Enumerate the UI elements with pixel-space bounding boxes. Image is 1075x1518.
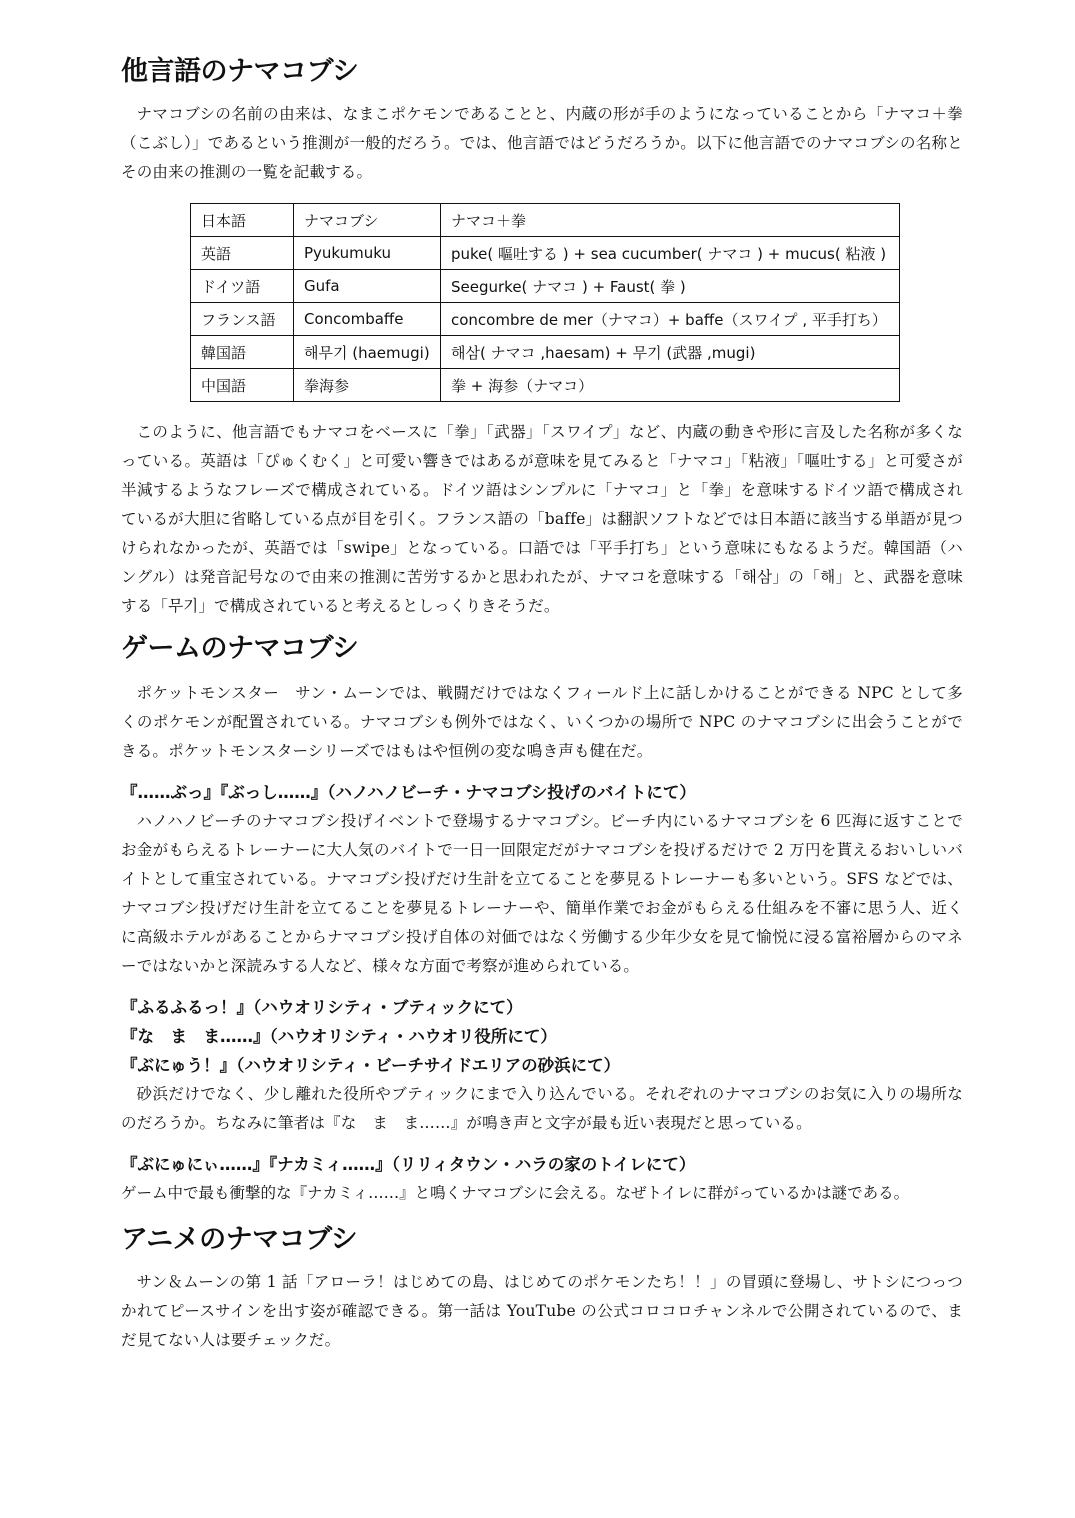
table-row xyxy=(191,270,900,303)
section-title-anime: アニメのナマコブシ xyxy=(121,1224,358,1255)
document-page xyxy=(121,52,963,1355)
subheading-hauoli-city-hall: 『な ま ま……』（ハウオリシティ・ハウオリ役所にて） xyxy=(121,1027,557,1046)
section-intro-other-languages: ナマコブシの名前の由来は、なまこポケモンであることと、内蔵の形が手のようになっていることから「ナマコ＋拳（こぶし）」であるという推測が一般的だろう。では、他言語ではどうだろうか。以下に他言語でのナマコブシの名称とその由来の推測の一覧を記載する。 xyxy=(121,105,963,181)
section-intro-game: ポケットモンスター サン・ムーンでは、戦闘だけではなくフィールド上に話しかけることができる NPC として多くのポケモンが配置されている。ナマコブシも例外ではなく、いくつかの場所で NPC のナマコブシに出会うことができる。ポケットモンスターシリーズではもはや恒例の変な鳴き声も健在だ。 xyxy=(121,684,963,760)
table-cell-origin: puke( 嘔吐する ) + sea cucumber( ナマコ ) + mucus( 粘液 ) xyxy=(441,237,900,270)
paragraph-hanohano-beach: ハノハノビーチのナマコブシ投げイベントで登場するナマコブシ。ビーチ内にいるナマコブシを 6 匹海に返すことでお金がもらえるトレーナーに大人気のバイトで一日一回限定だがナマコブシを投げるだけで 2 万円を貰えるおいしいバイトとして重宝されている。ナマコブシ投げだけ生計を立てることを夢見るトレーナーも多いという。SFS などでは、ナマコブシ投げだけ生計を立てることを夢見るトレーナーや、簡単作業でお金がもらえる仕組みを不審に思う人、近くに高級ホテルがあることからナマコブシ投げ自体の対価ではなく労働する少年少女を見て愉悦に浸る富裕層からのマネーではないかと深読みする人など、様々な方面で考察が進められている。 xyxy=(121,812,963,975)
table-cell-name: Gufa xyxy=(294,270,441,303)
table-row xyxy=(191,303,900,336)
paragraph-iki-town: ゲーム中で最も衝撃的な『ナカミィ……』と鳴くナマコブシに会える。なぜトイレに群がっているかは謎である。 xyxy=(121,1184,910,1202)
table-row xyxy=(191,336,900,369)
subheading-iki-town: 『ぶにゅにぃ……』『ナカミィ……』（リリィタウン・ハラの家のトイレにて） xyxy=(121,1155,696,1174)
table-cell-origin: 拳 + 海参（ナマコ） xyxy=(441,369,900,402)
section-title-other-languages: 他言語のナマコブシ xyxy=(121,56,359,87)
table-cell-origin: concombre de mer（ナマコ）+ baffe（スワイプ , 平手打ち） xyxy=(441,303,900,336)
section-body-anime: サン＆ムーンの第 1 話「アローラ！はじめての島、はじめてのポケモンたち！！」の冒頭に登場し、サトシにつっつかれてピースサインを出す姿が確認できる。第一話は YouTube の公式コロコロチャンネルで公開されているので、まだ見てない人は要チェックだ。 xyxy=(121,1273,963,1349)
table-cell-name: Pyukumuku xyxy=(294,237,441,270)
paragraph-hauoli-city: 砂浜だけでなく、少し離れた役所やブティックにまで入り込んでいる。それぞれのナマコブシのお気に入りの場所なのだろうか。ちなみに筆者は『な ま ま……』が鳴き声と文字が最も近い表現だと思っている。 xyxy=(121,1085,963,1132)
table-cell-language: フランス語 xyxy=(191,303,294,336)
table-cell-name: 拳海参 xyxy=(294,369,441,402)
table-row xyxy=(191,237,900,270)
table-cell-name: Concombaffe xyxy=(294,303,441,336)
table-cell-name: 해무기 (haemugi) xyxy=(294,336,441,369)
table-cell-language: 中国語 xyxy=(191,369,294,402)
table-cell-language: ドイツ語 xyxy=(191,270,294,303)
subheading-hauoli-beachside: 『ぶにゅう！』（ハウオリシティ・ビーチサイドエリアの砂浜にて） xyxy=(121,1056,621,1075)
language-names-table xyxy=(190,203,900,402)
table-cell-origin: ナマコ＋拳 xyxy=(441,204,900,237)
table-cell-origin: Seegurke( ナマコ ) + Faust( 拳 ) xyxy=(441,270,900,303)
table-cell-name: ナマコブシ xyxy=(294,204,441,237)
section-body-other-languages: このように、他言語でもナマコをベースに「拳」「武器」「スワイプ」など、内蔵の動きや形に言及した名称が多くなっている。英語は「ぴゅくむく」と可愛い響きではあるが意味を見てみると「ナマコ」「粘液」「嘔吐する」と可愛さが半減するようなフレーズで構成されている。ドイツ語はシンプルに「ナマコ」と「拳」を意味するドイツ語で構成されているが大胆に省略している点が目を引く。フランス語の「baffe」は翻訳ソフトなどでは日本語に該当する単語が見つけられなかったが、英語では「swipe」となっている。口語では「平手打ち」という意味にもなるようだ。韓国語（ハングル）は発音記号なので由来の推測に苦労するかと思われたが、ナマコを意味する「해삼」の「해」と、武器を意味する「무기」で構成されていると考えるとしっくりきそうだ。 xyxy=(121,423,963,615)
table-row xyxy=(191,369,900,402)
table-row xyxy=(191,204,900,237)
table-cell-language: 英語 xyxy=(191,237,294,270)
table-cell-language: 韓国語 xyxy=(191,336,294,369)
subheading-hanohano-beach: 『……ぶっ』『ぶっし……』（ハノハノビーチ・ナマコブシ投げのバイトにて） xyxy=(121,783,696,802)
subheading-hauoli-boutique: 『ふるふるっ！』（ハウオリシティ・ブティックにて） xyxy=(121,998,523,1017)
table-cell-language: 日本語 xyxy=(191,204,294,237)
section-title-game: ゲームのナマコブシ xyxy=(121,633,359,664)
table-cell-origin: 해삼( ナマコ ,haesam) + 무기 (武器 ,mugi) xyxy=(441,336,900,369)
